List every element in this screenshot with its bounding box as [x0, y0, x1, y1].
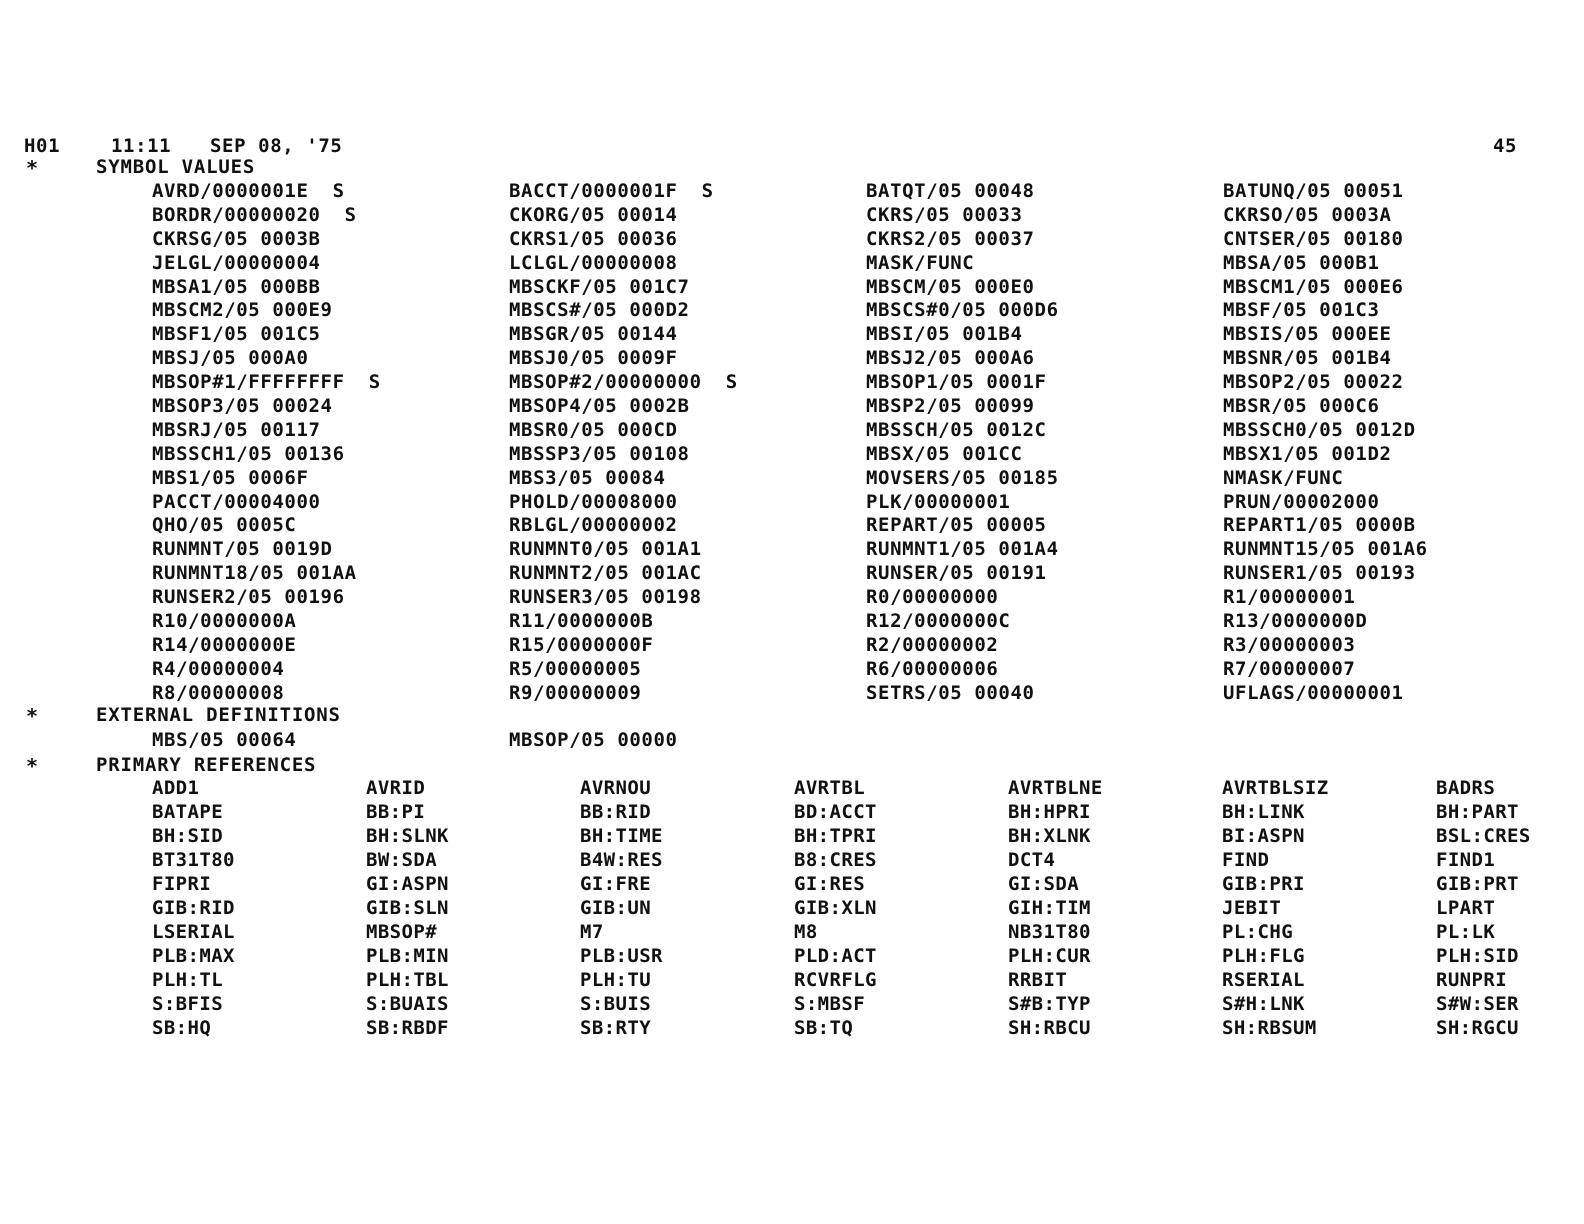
- table-cell: BW:SDA: [366, 849, 438, 871]
- listing-time: 11:11: [111, 135, 172, 157]
- table-row: [152, 729, 1572, 753]
- table-cell: SB:HQ: [152, 1017, 212, 1039]
- table-cell: PLK/00000001: [866, 490, 1011, 513]
- table-cell: RSERIAL: [1222, 969, 1305, 991]
- table-cell: MOVSERS/05 00185: [866, 466, 1059, 489]
- table-cell: AVRD/0000001E S: [152, 180, 345, 202]
- table-cell: CKRSO/05 0003A: [1223, 203, 1392, 226]
- table-cell: MBSF1/05 001C5: [152, 323, 321, 346]
- table-row: [152, 1017, 1572, 1041]
- page-number: 45: [1493, 135, 1518, 157]
- table-cell: BH:PART: [1436, 801, 1519, 823]
- table-cell: CKRS/05 00033: [866, 203, 1023, 226]
- table-cell: MBSOP1/05 0001F: [866, 371, 1047, 394]
- table-cell: PL:CHG: [1222, 921, 1294, 943]
- table-cell: BH:LINK: [1222, 801, 1305, 823]
- table-cell: MBSJ/05 000A0: [152, 347, 309, 370]
- table-cell: R14/0000000E: [152, 633, 297, 656]
- table-cell: PLH:TBL: [366, 969, 449, 991]
- table-cell: RUNSER1/05 00193: [1223, 562, 1416, 585]
- table-row: [152, 514, 1572, 538]
- table-cell: RUNMNT15/05 001A6: [1223, 538, 1428, 561]
- table-cell: R1/00000001: [1223, 586, 1356, 609]
- table-cell: GIB:XLN: [794, 897, 877, 919]
- table-cell: BATUNQ/05 00051: [1223, 180, 1404, 202]
- table-cell: BH:SID: [152, 825, 224, 847]
- table-cell: BD:ACCT: [794, 801, 877, 823]
- table-cell: R15/0000000F: [509, 633, 654, 656]
- table-cell: AVRID: [366, 777, 426, 799]
- primary-references-table: [152, 777, 1572, 1041]
- table-row: [152, 921, 1572, 945]
- table-row: [152, 443, 1572, 467]
- section-marker: *: [26, 754, 39, 778]
- table-cell: PRUN/00002000: [1223, 490, 1380, 513]
- table-cell: MBSCM/05 000E0: [866, 275, 1035, 298]
- table-row: [152, 945, 1572, 969]
- table-cell: CKRSG/05 0003B: [152, 227, 321, 250]
- table-cell: MBSR0/05 000CD: [509, 418, 678, 441]
- table-cell: BI:ASPN: [1222, 825, 1305, 847]
- table-row: [152, 371, 1572, 395]
- section-marker: *: [26, 156, 39, 180]
- table-cell: MBSR/05 000C6: [1223, 395, 1380, 418]
- table-cell: JELGL/00000004: [152, 251, 321, 274]
- table-cell: NMASK/FUNC: [1223, 466, 1344, 489]
- table-row: [152, 180, 1572, 204]
- table-cell: B4W:RES: [580, 849, 663, 871]
- table-cell: R13/0000000D: [1223, 610, 1368, 633]
- table-cell: AVRTBLSIZ: [1222, 777, 1329, 799]
- table-row: [152, 467, 1572, 491]
- section-title-primary-references: PRIMARY REFERENCES: [96, 754, 317, 776]
- table-cell: GIB:PRT: [1436, 873, 1519, 895]
- table-cell: GIB:RID: [152, 897, 235, 919]
- table-cell: MBS1/05 0006F: [152, 466, 309, 489]
- table-cell: MBSRJ/05 00117: [152, 418, 321, 441]
- listing-id: H01: [24, 135, 61, 157]
- table-cell: PLH:TU: [580, 969, 652, 991]
- table-cell: BB:PI: [366, 801, 426, 823]
- table-cell: PLH:CUR: [1008, 945, 1091, 967]
- table-cell: B8:CRES: [794, 849, 877, 871]
- table-cell: REPART/05 00005: [866, 514, 1047, 537]
- table-row: [152, 419, 1572, 443]
- section-marker: *: [26, 704, 39, 728]
- table-row: [152, 849, 1572, 873]
- table-cell: GIB:UN: [580, 897, 652, 919]
- table-cell: BH:TPRI: [794, 825, 877, 847]
- table-cell: BORDR/00000020 S: [152, 203, 357, 226]
- table-cell: RUNMNT0/05 001A1: [509, 538, 702, 561]
- table-cell: M8: [794, 921, 818, 943]
- table-cell: PLH:FLG: [1222, 945, 1305, 967]
- table-cell: MBSOP2/05 00022: [1223, 371, 1404, 394]
- table-row: [152, 658, 1572, 682]
- table-cell: MBSX1/05 001D2: [1223, 442, 1392, 465]
- table-cell: PLH:TL: [152, 969, 224, 991]
- table-row: [152, 276, 1572, 300]
- table-cell: MBSGR/05 00144: [509, 323, 678, 346]
- table-cell: DCT4: [1008, 849, 1056, 871]
- table-cell: RBLGL/00000002: [509, 514, 678, 537]
- table-cell: MBS3/05 00084: [509, 466, 666, 489]
- table-row: [152, 347, 1572, 371]
- table-row: [152, 897, 1572, 921]
- table-cell: RUNMNT1/05 001A4: [866, 538, 1059, 561]
- table-cell: FIND: [1222, 849, 1270, 871]
- table-row: [152, 491, 1572, 515]
- table-cell: R6/00000006: [866, 657, 999, 680]
- table-cell: S#B:TYP: [1008, 993, 1091, 1015]
- table-cell: MBSSCH/05 0012C: [866, 418, 1047, 441]
- table-cell: BATQT/05 00048: [866, 180, 1035, 202]
- table-cell: FIPRI: [152, 873, 212, 895]
- table-cell: BH:SLNK: [366, 825, 449, 847]
- table-cell: LCLGL/00000008: [509, 251, 678, 274]
- table-cell: MBSP2/05 00099: [866, 395, 1035, 418]
- table-cell: MBSOP#2/00000000 S: [509, 371, 738, 394]
- table-row: [152, 562, 1572, 586]
- table-row: [152, 993, 1572, 1017]
- table-cell: CKRS2/05 00037: [866, 227, 1035, 250]
- table-cell: S:MBSF: [794, 993, 866, 1015]
- table-cell: R0/00000000: [866, 586, 999, 609]
- table-cell: AVRTBLNE: [1008, 777, 1103, 799]
- table-cell: R5/00000005: [509, 657, 642, 680]
- table-cell: GIH:TIM: [1008, 897, 1091, 919]
- table-cell: GI:FRE: [580, 873, 652, 895]
- table-cell: RUNPRI: [1436, 969, 1508, 991]
- table-cell: MBSF/05 001C3: [1223, 299, 1380, 322]
- table-cell: PLD:ACT: [794, 945, 877, 967]
- table-row: [152, 299, 1572, 323]
- table-cell: R8/00000008: [152, 681, 285, 704]
- table-cell: S:BUAIS: [366, 993, 449, 1015]
- table-row: [152, 610, 1572, 634]
- table-cell: BH:TIME: [580, 825, 663, 847]
- table-cell: CKORG/05 00014: [509, 203, 678, 226]
- table-cell: MBSOP#: [366, 921, 438, 943]
- table-cell: CNTSER/05 00180: [1223, 227, 1404, 250]
- table-cell: MBS/05 00064: [152, 729, 297, 751]
- table-row: [152, 825, 1572, 849]
- table-cell: PLB:USR: [580, 945, 663, 967]
- table-cell: SH:RBCU: [1008, 1017, 1091, 1039]
- table-cell: MBSOP#1/FFFFFFFF S: [152, 371, 381, 394]
- symbol-values-table: [152, 180, 1572, 706]
- table-cell: MBSX/05 001CC: [866, 442, 1023, 465]
- table-cell: GIB:SLN: [366, 897, 449, 919]
- table-row: [152, 969, 1572, 993]
- table-cell: RUNMNT/05 0019D: [152, 538, 333, 561]
- table-cell: MBSCM1/05 000E6: [1223, 275, 1404, 298]
- table-cell: NB31T80: [1008, 921, 1091, 943]
- external-definitions-table: [152, 729, 1572, 753]
- table-cell: MBSI/05 001B4: [866, 323, 1023, 346]
- table-row: [152, 395, 1572, 419]
- table-cell: MBSA/05 000B1: [1223, 251, 1380, 274]
- table-cell: R9/00000009: [509, 681, 642, 704]
- table-cell: GI:RES: [794, 873, 866, 895]
- table-row: [152, 323, 1572, 347]
- table-cell: S#W:SER: [1436, 993, 1519, 1015]
- table-cell: GI:SDA: [1008, 873, 1080, 895]
- section-title-symbol-values: SYMBOL VALUES: [96, 156, 256, 178]
- section-title-external-definitions: EXTERNAL DEFINITIONS: [96, 704, 341, 726]
- table-cell: BSL:CRES: [1436, 825, 1531, 847]
- table-row: [152, 586, 1572, 610]
- table-cell: RRBIT: [1008, 969, 1068, 991]
- table-cell: REPART1/05 0000B: [1223, 514, 1416, 537]
- table-cell: RUNSER3/05 00198: [509, 586, 702, 609]
- table-cell: CKRS1/05 00036: [509, 227, 678, 250]
- table-cell: SH:RBSUM: [1222, 1017, 1317, 1039]
- table-cell: PHOLD/00008000: [509, 490, 678, 513]
- table-cell: RUNMNT2/05 001AC: [509, 562, 702, 585]
- listing-date: SEP 08, '75: [210, 135, 343, 157]
- table-cell: MBSCKF/05 001C7: [509, 275, 690, 298]
- table-row: [152, 873, 1572, 897]
- table-cell: GI:ASPN: [366, 873, 449, 895]
- table-cell: R12/0000000C: [866, 610, 1011, 633]
- table-cell: S#H:LNK: [1222, 993, 1305, 1015]
- table-cell: BACCT/0000001F S: [509, 180, 714, 202]
- table-cell: MBSSP3/05 00108: [509, 442, 690, 465]
- table-cell: MBSCM2/05 000E9: [152, 299, 333, 322]
- table-cell: LPART: [1436, 897, 1496, 919]
- table-cell: PLB:MAX: [152, 945, 235, 967]
- table-cell: FIND1: [1436, 849, 1496, 871]
- table-cell: MBSCS#0/05 000D6: [866, 299, 1059, 322]
- table-cell: BB:RID: [580, 801, 652, 823]
- table-cell: PLB:MIN: [366, 945, 449, 967]
- table-cell: AVRNOU: [580, 777, 652, 799]
- table-cell: QHO/05 0005C: [152, 514, 297, 537]
- table-row: [152, 634, 1572, 658]
- table-cell: R2/00000002: [866, 633, 999, 656]
- table-cell: MBSOP4/05 0002B: [509, 395, 690, 418]
- table-cell: BT31T80: [152, 849, 235, 871]
- table-cell: S:BUIS: [580, 993, 652, 1015]
- table-cell: SB:RTY: [580, 1017, 652, 1039]
- table-cell: RUNMNT18/05 001AA: [152, 562, 357, 585]
- table-cell: BH:XLNK: [1008, 825, 1091, 847]
- table-cell: S:BFIS: [152, 993, 224, 1015]
- table-cell: PLH:SID: [1436, 945, 1519, 967]
- table-row: [152, 228, 1572, 252]
- table-cell: RUNSER2/05 00196: [152, 586, 345, 609]
- table-cell: MBSCS#/05 000D2: [509, 299, 690, 322]
- table-cell: PACCT/00004000: [152, 490, 321, 513]
- table-cell: MBSOP3/05 00024: [152, 395, 333, 418]
- table-cell: M7: [580, 921, 604, 943]
- table-cell: MBSJ2/05 000A6: [866, 347, 1035, 370]
- table-cell: MBSSCH1/05 00136: [152, 442, 345, 465]
- table-cell: SETRS/05 00040: [866, 681, 1035, 704]
- table-cell: MBSNR/05 001B4: [1223, 347, 1392, 370]
- table-cell: ADD1: [152, 777, 200, 799]
- table-cell: SH:RGCU: [1436, 1017, 1519, 1039]
- table-cell: MBSA1/05 000BB: [152, 275, 321, 298]
- table-cell: R3/00000003: [1223, 633, 1356, 656]
- table-cell: R11/0000000B: [509, 610, 654, 633]
- table-row: [152, 777, 1572, 801]
- table-row: [152, 538, 1572, 562]
- table-cell: JEBIT: [1222, 897, 1282, 919]
- table-cell: LSERIAL: [152, 921, 235, 943]
- table-cell: BH:HPRI: [1008, 801, 1091, 823]
- table-cell: BADRS: [1436, 777, 1496, 799]
- table-cell: R4/00000004: [152, 657, 285, 680]
- table-cell: MBSOP/05 00000: [509, 729, 678, 751]
- table-row: [152, 252, 1572, 276]
- table-cell: RCVRFLG: [794, 969, 877, 991]
- table-row: [152, 204, 1572, 228]
- table-cell: AVRTBL: [794, 777, 866, 799]
- table-cell: MASK/FUNC: [866, 251, 975, 274]
- table-cell: MBSJ0/05 0009F: [509, 347, 678, 370]
- table-cell: MBSIS/05 000EE: [1223, 323, 1392, 346]
- table-cell: SB:TQ: [794, 1017, 854, 1039]
- table-cell: BATAPE: [152, 801, 224, 823]
- table-cell: GIB:PRI: [1222, 873, 1305, 895]
- table-cell: SB:RBDF: [366, 1017, 449, 1039]
- table-cell: R7/00000007: [1223, 657, 1356, 680]
- table-cell: R10/0000000A: [152, 610, 297, 633]
- table-row: [152, 801, 1572, 825]
- table-cell: MBSSCH0/05 0012D: [1223, 418, 1416, 441]
- table-cell: UFLAGS/00000001: [1223, 681, 1404, 704]
- table-cell: RUNSER/05 00191: [866, 562, 1047, 585]
- table-cell: PL:LK: [1436, 921, 1496, 943]
- table-row: [152, 682, 1572, 706]
